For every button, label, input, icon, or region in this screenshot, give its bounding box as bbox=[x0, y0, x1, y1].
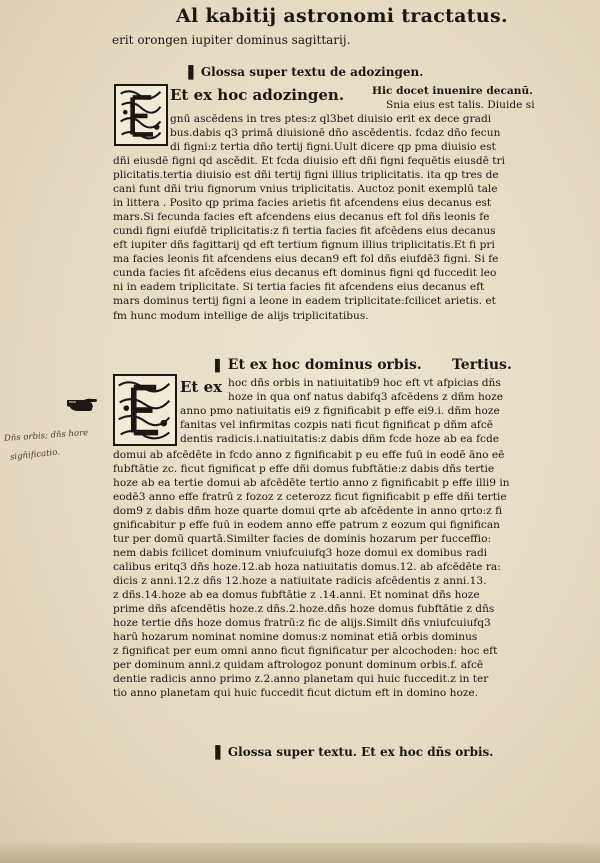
text-line: prime dñs afcendētis hoze.z dñs.2.hoze.dñs hoze domus fubftātie z dñs bbox=[113, 603, 495, 615]
text-line: dñi eiusdē figni qd ascēdit. Et fcda diuisio eft dñi figni fequētis eiusdē tri bbox=[113, 155, 505, 167]
text-line: cani funt dñi triu fignorum vnius triplicitatis. Auctoz ponit exemplū tale bbox=[113, 183, 498, 195]
text-line: fubftātie zc. ficut fignificat p effe dñi domus fubftātie:z dabis dñs tertie bbox=[113, 463, 495, 475]
text-line: fanitas vel infirmitas cozpis nati ficut fignificat p dñm afcē bbox=[180, 419, 494, 431]
text-line: ma facies leonis fit afcendens eius decan9 eft fol dñs eiufdē3 figni. Si fe bbox=[113, 253, 499, 265]
section1-lead: Et ex hoc adozingen. bbox=[170, 86, 345, 104]
decorated-initial-e-icon bbox=[113, 374, 177, 446]
text-line: ni in eadem triplicitate. Si tertia facies fit afcendens eius decanus eft bbox=[113, 281, 485, 293]
text-line: per dominum anni.z quidam aftrologoz ponunt dominum orbis.f. afcē bbox=[113, 659, 484, 671]
paragraph-mark-icon: ❚ bbox=[185, 64, 197, 80]
text-line: Snia eius est talis. Diuide si bbox=[386, 99, 535, 111]
text-line: harū hozarum nominat nomine domus:z nominat etiā orbis dominus bbox=[113, 631, 478, 643]
paragraph-mark-icon: ❚ bbox=[212, 358, 223, 373]
page-title: Al kabitij astronomi tractatus. bbox=[176, 5, 508, 27]
section1-lead-rest: Hic docet inuenire decanū. bbox=[372, 85, 533, 97]
text-line: gnificabitur p effe fuū in eodem anno effe patrum z eozum qui fignifican bbox=[113, 519, 500, 531]
text-line: tur per domū quartā.Similter facies de dominis hozarum per fucceffio: bbox=[113, 533, 492, 545]
text-line: z dñs.14.hoze ab ea domus fubftātie z .14.anni. Et nominat dñs hoze bbox=[113, 589, 480, 601]
woodcut-initial-icon bbox=[115, 376, 175, 444]
decorated-initial-e-icon bbox=[114, 84, 168, 146]
text-line: bus.dabis q3 primā diuisionē dño ascēdentis. fcdaz dño fecun bbox=[170, 127, 501, 139]
text-line: dentis radicis.i.natiuitatis:z dabis dñm fcde hoze ab ea fcde bbox=[180, 433, 500, 445]
text-line: hoze in qua onf natus dabifq3 afcēdens z dñm hoze bbox=[228, 391, 504, 403]
text-line: eodē3 anno effe fratrū z fozoz z ceterozz ficut fignificabit p effe dñi tertie bbox=[113, 491, 507, 503]
text-line: dentie radicis anno primo z.2.anno planetam qui huic fuccedit.z in ter bbox=[113, 673, 489, 685]
pointing-hand-icon bbox=[66, 392, 98, 418]
gloss-heading-2-text: Et ex hoc dominus orbis. bbox=[227, 357, 422, 373]
gloss-heading-1 bbox=[185, 64, 423, 80]
text-line: gnū ascēdens in tres ptes:z ql3bet diuisio erit ex dece gradi bbox=[170, 113, 492, 125]
text-line: cunda facies fit afcēdens eius decanus eft dominus figni qd fuccedit leo bbox=[113, 267, 497, 279]
text-line: di figni:z tertia dño tertij figni.Uult dicere qp pma diuisio est bbox=[170, 141, 496, 153]
gloss-number: Tertius. bbox=[452, 357, 512, 373]
woodcut-initial-icon bbox=[116, 86, 166, 144]
gloss-heading-3-text: Glossa super textu. Et ex hoc dñs orbis. bbox=[227, 745, 494, 759]
text-line: z fignificat per eum omni anno ficut fignificatur per alcochoden: hoc eft bbox=[113, 645, 498, 657]
text-line: dom9 z dabis dñm hoze quarte domui qrte ab afcēdente in anno qrto:z fi bbox=[113, 505, 503, 517]
gloss-heading-2 bbox=[212, 357, 422, 373]
page-bottom-edge bbox=[0, 843, 600, 863]
text-line: domui ab afcēdēte in fcdo anno z fignificabit p eu effe fuū in eodē āno eē bbox=[113, 449, 505, 461]
marginal-note: sign̄ificatio. bbox=[9, 447, 61, 463]
text-line: hoc dñs orbis in natiuitatib9 hoc eft vt afpicias dñs bbox=[228, 377, 501, 389]
text-line: mars dominus tertij figni a leone in eadem triplicitate:fcilicet arietis. et bbox=[113, 295, 496, 307]
text-line: hoze tertie dñs hoze domus fratrū:z fic de alijs.Similt dñs vniufcuiufq3 bbox=[113, 617, 491, 629]
text-line: nem dabis fcilicet dominum vniufcuiufq3 hoze domui ex domibus radi bbox=[113, 547, 488, 559]
paragraph-mark-icon: ❚ bbox=[212, 744, 224, 760]
running-subtitle: erit orongen iupiter dominus sagittarij. bbox=[112, 33, 351, 47]
gloss-heading-1-text: Glossa super textu de adozingen. bbox=[200, 65, 424, 79]
text-line: tio anno planetam qui huic fuccedit ficut dictum eft in domino hoze. bbox=[113, 687, 479, 699]
gloss-heading-3 bbox=[212, 744, 493, 760]
text-line: in littera . Posito qp prima facies arietis fit afcendens eius decanus est bbox=[113, 197, 492, 209]
text-line: plicitatis.tertia diuisio est dñi tertij figni illius triplicitatis. ita qp tres de bbox=[113, 169, 499, 181]
text-line: calibus eritq3 dñs hoze.12.ab hoza natiuitatis domus.12. ab afcēdēte ra: bbox=[113, 561, 501, 573]
text-line: cundi figni eiufdē triplicitatis:z fi tertia facies fit afcēdens eius decanus bbox=[113, 225, 496, 237]
marginal-note: Dn̄s orbis; dn̄s hore bbox=[3, 428, 89, 444]
text-line: dicis z anni.12.z dñs 12.hoze a natiuitate radicis afcēdentis z anni.13. bbox=[113, 575, 487, 587]
text-line: eft iupiter dñs fagittarij qd eft tertium fignum illius triplicitatis.Et fi pri bbox=[113, 239, 495, 251]
text-line: fm hunc modum intellige de alijs triplicitatibus. bbox=[113, 310, 369, 322]
text-line: anno pmo natiuitatis ei9 z fignificabit p effe ei9.i. dñm hoze bbox=[180, 405, 500, 417]
text-line: hoze ab ea tertie domui ab afcēdēte tertio anno z fignificabit p effe illi9 in bbox=[113, 477, 510, 489]
section2-lead: Et ex bbox=[180, 378, 223, 396]
text-line: mars.Si fecunda facies eft afcendens eius decanus eft fol dñs leonis fe bbox=[113, 211, 490, 223]
